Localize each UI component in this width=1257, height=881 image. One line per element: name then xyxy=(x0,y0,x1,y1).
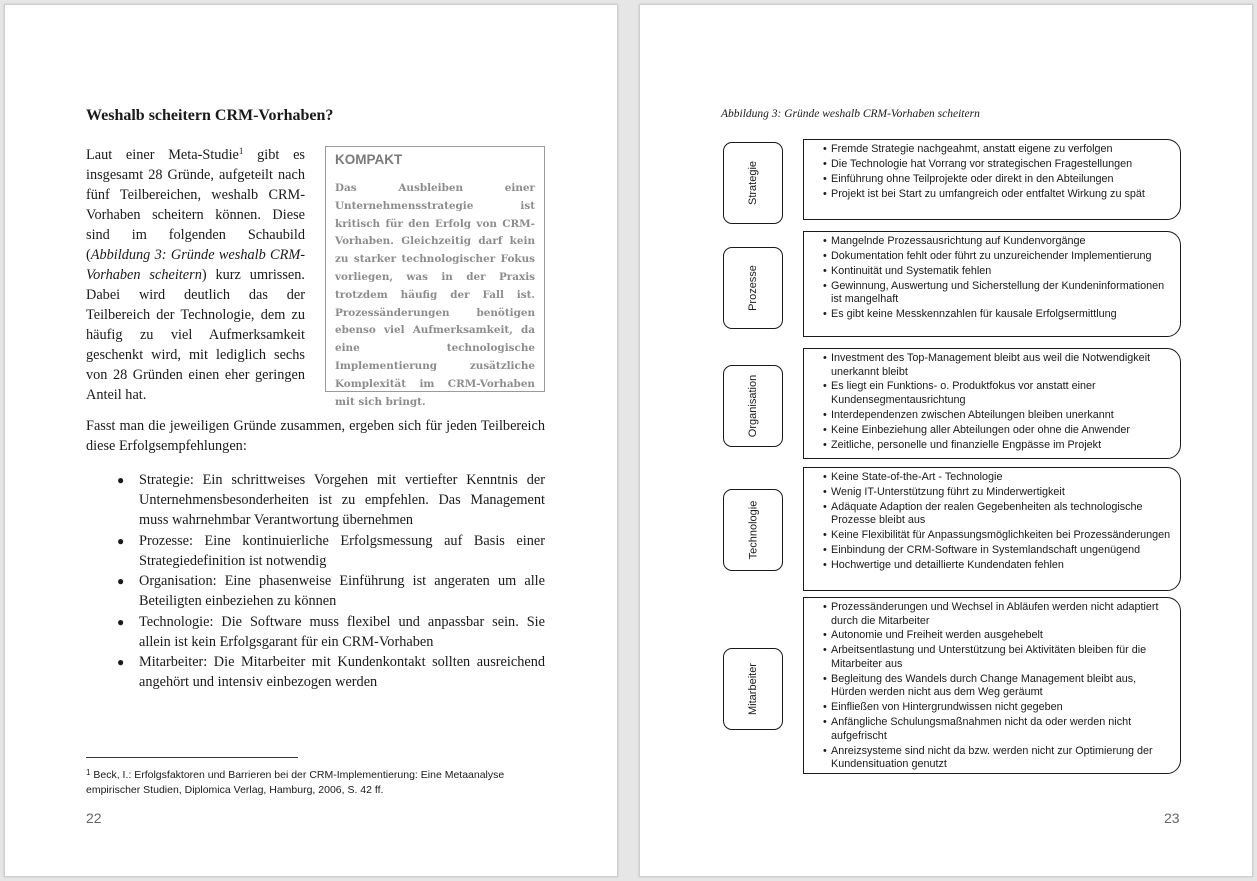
list-item: • Die Technologie hat Vorrang vor strategischen Fragestellungen xyxy=(831,158,1172,172)
page-number: 22 xyxy=(86,810,102,826)
bullet-icon: ● xyxy=(117,614,125,629)
list-item: ● Strategie: Ein schrittweises Vorgehen mit vertiefter Kenntnis der Unternehmensbesonderheiten ist zu empfehlen. Das Management muss wahrnehmbar Verantwortung übernehmen xyxy=(117,472,545,528)
list-item: ● Prozesse: Eine kontinuierliche Erfolgsmessung auf Basis einer Strategiedefinition ist notwendig xyxy=(117,532,545,569)
reasons-box-mitarbeiter xyxy=(803,597,1181,774)
list-item: ● Technologie: Die Software muss flexibel und anpassbar sein. Sie allein ist kein Erfolgsgarant für ein CRM-Vorhaben xyxy=(117,613,545,650)
list-item: • Interdependenzen zwischen Abteilungen bleiben unerkannt xyxy=(831,409,1172,423)
list-item: • Mangelnde Prozessausrichtung auf Kundenvorgänge xyxy=(831,235,1172,249)
list-item: • Zeitliche, personelle und finanzielle Engpässe im Projekt xyxy=(831,439,1172,453)
list-item: • Keine State-of-the-Art - Technologie xyxy=(831,471,1172,485)
reasons-box-organisation xyxy=(803,348,1181,459)
category-label: Mitarbeiter xyxy=(747,663,759,715)
page-number: 23 xyxy=(1164,810,1180,826)
bullet-icon: ● xyxy=(117,473,125,487)
list-item: • Anreizsysteme sind nicht da bzw. werden nicht zur Optimierung der Kundensituation genutzt xyxy=(831,745,1172,772)
bullet-icon: ● xyxy=(117,533,125,548)
reasons-box-strategie xyxy=(803,139,1181,220)
list-item: • Dokumentation fehlt oder führt zu unzureichender Implementierung xyxy=(831,250,1172,264)
list-item: • Anfängliche Schulungsmaßnahmen nicht da oder werden nicht aufgefrischt xyxy=(831,716,1172,743)
list-item: • Begleitung des Wandels durch Change Management bleibt aus, Hürden werden nicht aus dem Weg geräumt xyxy=(831,673,1172,700)
list-item: • Fremde Strategie nachgeahmt, anstatt eigene zu verfolgen xyxy=(831,143,1172,157)
category-box-strategie xyxy=(723,142,783,224)
intro-paragraph: Laut einer Meta-Studie$^1$ gibt es insgesamt 28 Gründe, aufgeteilt nach fünf Teilbereichen, weshalb CRM-Vorhaben scheitern können. Diese sind im folgenden Schaubild (Abbildung 3: Gründe weshalb CRM-Vorhaben scheitern) kurz umrissen. Dabei wird deutlich das der Teilbereich der Technologie, dem zu häufig zu viel Aufmerksamkeit geschenkt wird, mit lediglich sechs von 28 Gründen einen eher geringen Anteil hat. xyxy=(86,146,305,403)
category-box-mitarbeiter xyxy=(723,648,783,730)
category-box-technologie xyxy=(723,489,783,571)
figure-reference[interactable]: Abbildung 3: Gründe weshalb CRM-Vorhaben scheitern xyxy=(86,247,305,283)
list-item: • Arbeitsentlastung und Unterstützung bei Aktivitäten bleiben für die Mitarbeiter aus xyxy=(831,644,1172,671)
category-label: Strategie xyxy=(747,160,759,206)
list-item: • Keine Einbeziehung aller Abteilungen oder ohne die Anwender xyxy=(831,424,1172,438)
list-item: ● Organisation: Eine phasenweise Einführung ist angeraten um alle Beteiligten einbeziehen zu können xyxy=(117,573,545,609)
kompakt-title: KOMPAKT xyxy=(335,152,403,167)
list-item: • Hochwertige und detaillierte Kundendaten fehlen xyxy=(831,559,1172,573)
category-box-organisation xyxy=(723,365,783,447)
list-item: • Kontinuität und Systematik fehlen xyxy=(831,265,1172,279)
kompakt-box xyxy=(325,146,545,408)
reasons-box-technologie xyxy=(803,467,1181,591)
list-item: • Keine Flexibilität für Anpassungsmöglichkeiten bei Prozessänderungen xyxy=(831,529,1172,543)
list-item: • Investment des Top-Management bleibt aus weil die Notwendigkeit unerkannt bleibt xyxy=(831,352,1172,379)
list-item: • Einführung ohne Teilprojekte oder direkt in den Abteilungen xyxy=(831,173,1172,187)
kompakt-text: Das Ausbleiben einer Unternehmensstrategie ist kritisch für den Erfolg von CRM-Vorhaben. Gleichzeitig darf kein zu starker technologischer Fokus vorliegen, was in der Praxis trotzdem häufig der Fall ist. Prozessänderungen benötigen ebenso viel Aufmerksamkeit, da eine technologische Implementierung zusätzliche Komplexität im CRM-Vorhaben mit sich bringt. xyxy=(335,182,535,408)
footnote: $^1$ Beck, I.: Erfolgsfaktoren und Barrieren bei der CRM-Implementierung: Eine Metaanalyse empirischer Studien, Diplomica Verlag, Hamburg, 2006, S. 42 ff. xyxy=(86,768,505,796)
document-page-right xyxy=(639,4,1253,877)
bullet-icon: ● xyxy=(117,655,125,669)
section-heading: Weshalb scheitern CRM-Vorhaben? xyxy=(86,107,334,124)
list-item: • Prozessänderungen und Wechsel in Abläufen werden nicht adaptiert durch die Mitarbeiter xyxy=(831,601,1172,628)
document-page-left xyxy=(4,4,618,877)
list-item: • Es liegt ein Funktions- o. Produktfokus vor anstatt einer Kundensegmentausrichtung xyxy=(831,380,1172,407)
list-item: ● Mitarbeiter: Die Mitarbeiter mit Kundenkontakt sollten ausreichend angehört und intensiv einbezogen werden xyxy=(117,654,545,690)
list-item: • Wenig IT-Unterstützung führt zu Minderwertigkeit xyxy=(831,486,1172,500)
bullet-icon: ● xyxy=(117,574,125,588)
category-label: Prozesse xyxy=(746,265,759,311)
list-item: • Projekt ist bei Start zu umfangreich oder entfaltet Wirkung zu spät xyxy=(831,188,1172,202)
summary-paragraph: Fasst man die jeweiligen Gründe zusammen, ergeben sich für jeden Teilbereich diese Erfolgsempfehlungen: xyxy=(86,418,545,454)
list-item: • Gewinnung, Auswertung und Sicherstellung der Kundeninformationen ist mangelhaft xyxy=(831,280,1172,307)
list-item: • Es gibt keine Messkennzahlen für kausale Erfolgsermittlung xyxy=(831,308,1172,322)
category-label: Organisation xyxy=(747,374,759,438)
footnote-reference[interactable]: 1 xyxy=(238,146,244,156)
reasons-box-prozesse xyxy=(803,231,1181,337)
list-item: • Adäquate Adaption der realen Gegebenheiten als technologische Prozesse bleibt aus xyxy=(831,501,1172,528)
list-item: • Einfließen von Hintergrundwissen nicht gegeben xyxy=(831,701,1172,715)
list-item: • Autonomie und Freiheit werden ausgehebelt xyxy=(831,629,1172,643)
list-item: • Einbindung der CRM-Software in Systemlandschaft ungenügend xyxy=(831,544,1172,558)
recommendation-list xyxy=(117,470,545,693)
category-box-prozesse xyxy=(723,247,783,329)
figure-caption: Abbildung 3: Gründe weshalb CRM-Vorhaben scheitern xyxy=(721,108,980,120)
category-label: Technologie xyxy=(747,500,759,560)
footnote-separator xyxy=(86,757,298,758)
